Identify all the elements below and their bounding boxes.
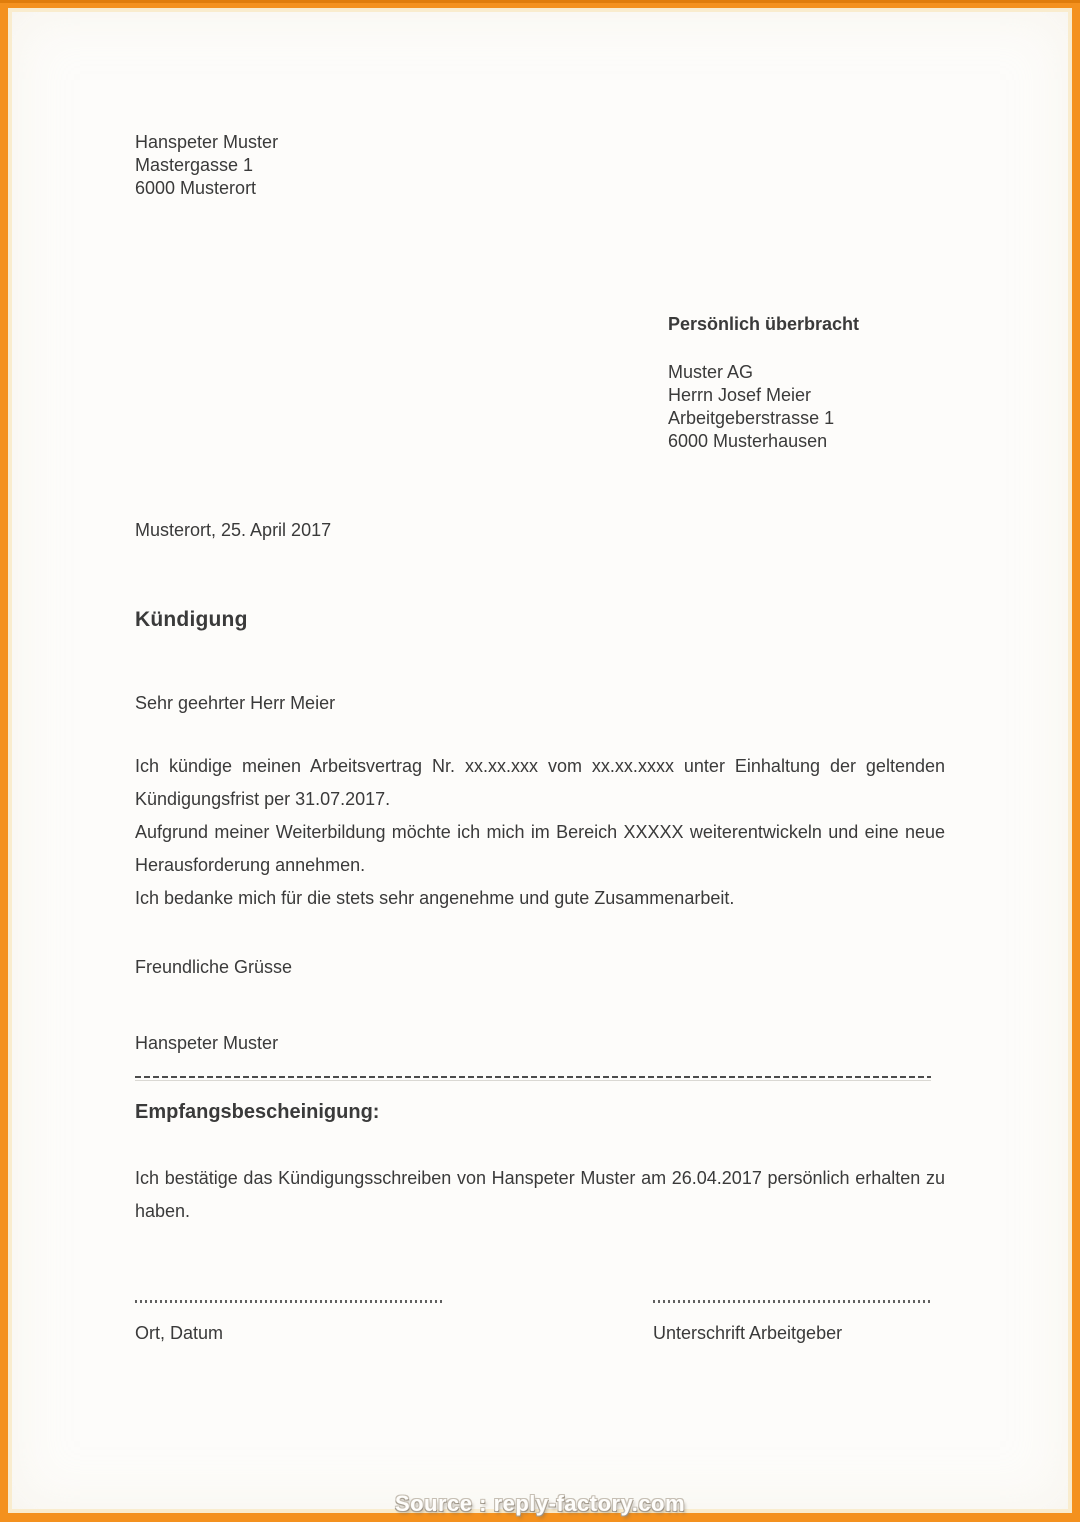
subject-heading: Kündigung	[135, 608, 248, 631]
receipt-text: Ich bestätige das Kündigungsschreiben von Hanspeter Muster am 26.04.2017 persönlich erhalten zu haben.	[135, 1168, 945, 1221]
sender-street: Mastergasse 1	[135, 155, 254, 175]
date-line: Musterort, 25. April 2017	[135, 520, 332, 540]
closing: Freundliche Grüsse	[135, 957, 293, 977]
salutation: Sehr geehrter Herr Meier	[135, 693, 336, 713]
body-paragraph: Ich bedanke mich für die stets sehr angenehme und gute Zusammenarbeit.	[135, 888, 735, 908]
signature-separator-line	[135, 1076, 931, 1078]
signature-field-date	[135, 1300, 445, 1344]
delivery-note: Persönlich überbracht	[668, 314, 860, 334]
signature-dotted-line-date	[135, 1300, 445, 1303]
body-paragraph: Ich kündige meinen Arbeitsvertrag Nr. xx.xx.xxx vom xx.xx.xxxx unter Einhaltung der geltenden Kündigungsfrist per 31.07.2017.	[135, 756, 945, 809]
sender-address-block	[135, 131, 278, 200]
recipient-street: Arbeitgeberstrasse 1	[668, 408, 835, 428]
frame-top-edge	[0, 0, 1080, 3]
source-watermark: Source : reply-factory.com	[394, 1491, 686, 1516]
sender-city: 6000 Musterort	[135, 178, 257, 198]
sender-name: Hanspeter Muster	[135, 132, 279, 152]
sender-signature-name: Hanspeter Muster	[135, 1033, 279, 1053]
receipt-heading: Empfangsbescheinigung:	[135, 1101, 380, 1123]
recipient-company: Muster AG	[668, 362, 754, 382]
recipient-address-block	[668, 361, 834, 453]
body-paragraph: Aufgrund meiner Weiterbildung möchte ich mich im Bereich XXXXX weiterentwickeln und eine neue Herausforderung annehmen.	[135, 822, 945, 875]
signature-field-employer	[653, 1300, 933, 1344]
letter-body	[135, 750, 945, 915]
signature-dotted-line-employer	[653, 1300, 933, 1303]
recipient-city: 6000 Musterhausen	[668, 431, 828, 451]
signature-label-date: Ort, Datum	[135, 1323, 224, 1343]
signature-label-employer: Unterschrift Arbeitgeber	[653, 1323, 843, 1343]
recipient-person: Herrn Josef Meier	[668, 385, 812, 405]
